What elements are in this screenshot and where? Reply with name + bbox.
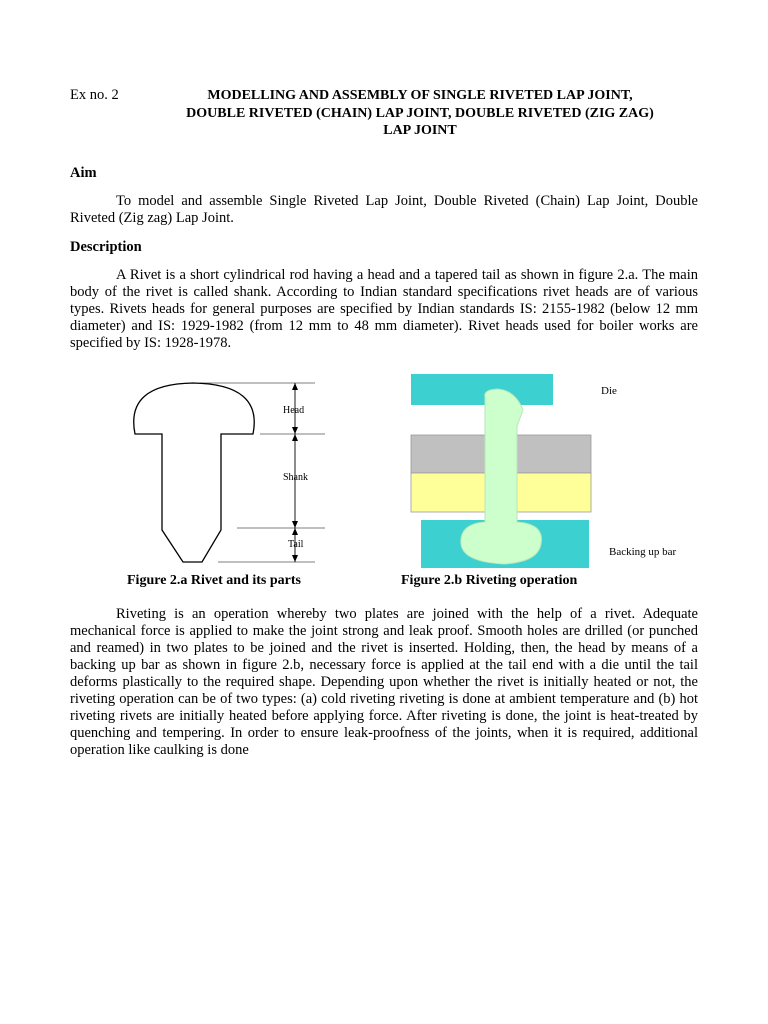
title-line-1: MODELLING AND ASSEMBLY OF SINGLE RIVETED LAP JOINT, (207, 88, 633, 103)
head-label: Head (283, 405, 305, 416)
aim-paragraph (70, 193, 698, 227)
document-title (150, 87, 690, 140)
tail-label: Tail (288, 539, 304, 550)
die-label: Die (601, 385, 617, 397)
aim-heading: Aim (70, 165, 97, 181)
backing-bar-label: Backing up bar (609, 546, 677, 558)
rivet-parts-figure (115, 378, 340, 568)
die-block (411, 374, 553, 405)
rivet-outline (134, 383, 255, 562)
description-heading: Description (70, 239, 142, 255)
exercise-number: Ex no. 2 (70, 87, 119, 103)
riveting-operation-figure (405, 372, 705, 572)
figure-a-caption: Figure 2.a Rivet and its parts (127, 573, 301, 588)
aim-text: To model and assemble Single Riveted Lap Joint, Double Riveted (Chain) Lap Joint, Double Riveted (Zig zag) Lap Joint. (70, 193, 698, 226)
shank-label: Shank (283, 472, 308, 483)
figure-b-caption: Figure 2.b Riveting operation (401, 573, 578, 588)
title-line-3: LAP JOINT (383, 123, 457, 138)
description-paragraph-1 (70, 267, 698, 352)
title-line-2: DOUBLE RIVETED (CHAIN) LAP JOINT, DOUBLE RIVETED (ZIG ZAG) (186, 105, 654, 121)
description-text-1: A Rivet is a short cylindrical rod having a head and a tapered tail as shown in figure 2.a. The main body of the rivet is called shank. According to Indian standard specifications rivet heads are of various types. Rivets heads for general purposes are specified by Indian standards IS: 2155-1982 (below 12 mm diameter) and IS: 1929-1982 (from 12 mm to 48 mm diameter). Rivet heads used for boiler works are specified by IS: 1928-1978. (70, 267, 698, 351)
description-paragraph-2 (70, 606, 698, 759)
description-text-2: Riveting is an operation whereby two plates are joined with the help of a rivet. Adequate mechanical force is applied to make the joint strong and leak proof. Smooth holes are drilled (or punched and reamed) in two plates to be joined and the rivet is inserted. Holding, then, the head by means of a backing up bar as shown in figure 2.b, necessary force is applied at the tail end with a die until the tail deforms plastically to the required shape. Depending upon whether the rivet is initially heated or not, the riveting operation can be of two types: (a) cold riveting riveting is done at ambient temperature and (b) hot riveting rivets are initially heated before applying force. After riveting is done, the joint is heat-treated by quenching and tempering. In order to ensure leak-proofness of the joints, when it is required, additional operation like caulking is done (70, 606, 698, 758)
